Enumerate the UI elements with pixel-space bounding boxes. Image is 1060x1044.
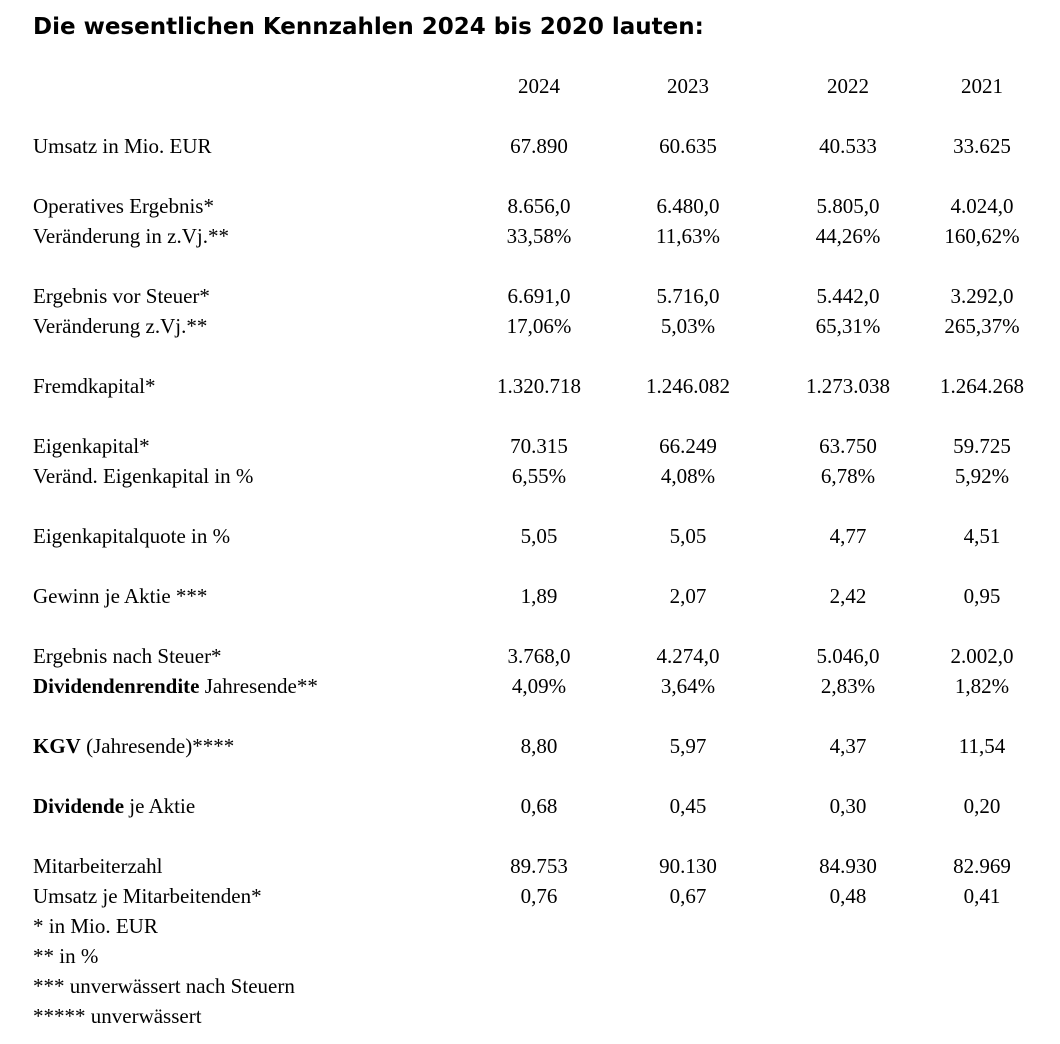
table-cell: 0,68 bbox=[520, 794, 558, 818]
table-cell: 5.805,0 bbox=[816, 194, 880, 218]
table-cell: 160,62% bbox=[944, 224, 1020, 248]
table-cell: 3.768,0 bbox=[507, 644, 571, 668]
table-cell: 6.691,0 bbox=[507, 284, 571, 308]
table-cell: 90.130 bbox=[659, 854, 717, 878]
row-label-rest: je Aktie bbox=[124, 794, 196, 818]
table-cell: 6,78% bbox=[820, 464, 876, 488]
year-header: 2021 bbox=[961, 74, 1003, 98]
table-cell: 70.315 bbox=[510, 434, 568, 458]
table-cell: 33,58% bbox=[506, 224, 572, 248]
table-cell: 3.292,0 bbox=[950, 284, 1014, 308]
table-cell: 4,09% bbox=[511, 674, 567, 698]
table-cell: 2.002,0 bbox=[950, 644, 1014, 668]
table-cell: 8.656,0 bbox=[507, 194, 571, 218]
table-cell: 4,08% bbox=[660, 464, 716, 488]
table-cell: 1.273.038 bbox=[806, 374, 890, 398]
table-cell: 265,37% bbox=[944, 314, 1020, 338]
table-cell: 4.274,0 bbox=[656, 644, 720, 668]
row-label: Gewinn je Aktie *** bbox=[33, 584, 208, 608]
table-cell: 84.930 bbox=[819, 854, 877, 878]
table-cell: 1,82% bbox=[954, 674, 1010, 698]
footnote: ***** unverwässert bbox=[33, 1004, 202, 1028]
table-cell: 82.969 bbox=[953, 854, 1011, 878]
year-header: 2024 bbox=[518, 74, 560, 98]
table-cell: 1,89 bbox=[520, 584, 558, 608]
table-cell: 4.024,0 bbox=[950, 194, 1014, 218]
table-cell: 66.249 bbox=[659, 434, 717, 458]
table-cell: 40.533 bbox=[819, 134, 877, 158]
row-label: Eigenkapitalquote in % bbox=[33, 524, 231, 548]
footnote: ** in % bbox=[33, 944, 99, 968]
row-label bbox=[33, 732, 234, 760]
table-cell: 2,07 bbox=[669, 584, 707, 608]
row-label: Umsatz in Mio. EUR bbox=[33, 134, 212, 158]
row-label bbox=[33, 792, 195, 820]
table-cell: 2,83% bbox=[820, 674, 876, 698]
row-label: Veränd. Eigenkapital in % bbox=[33, 464, 254, 488]
table-cell: 11,54 bbox=[958, 734, 1006, 758]
table-cell: 0,20 bbox=[963, 794, 1001, 818]
table-cell: 0,30 bbox=[829, 794, 867, 818]
table-cell: 0,48 bbox=[829, 884, 867, 908]
table-cell: 0,67 bbox=[669, 884, 707, 908]
year-header: 2022 bbox=[827, 74, 869, 98]
table-cell: 65,31% bbox=[815, 314, 881, 338]
table-cell: 5,03% bbox=[660, 314, 716, 338]
table-cell: 5.046,0 bbox=[816, 644, 880, 668]
table-cell: 6.480,0 bbox=[656, 194, 720, 218]
table-cell: 59.725 bbox=[953, 434, 1011, 458]
row-label: Ergebnis vor Steuer* bbox=[33, 284, 210, 308]
row-label: Fremdkapital* bbox=[33, 374, 156, 398]
table-cell: 5.716,0 bbox=[656, 284, 720, 308]
footnote: * in Mio. EUR bbox=[33, 914, 158, 938]
row-label: Mitarbeiterzahl bbox=[33, 854, 163, 878]
footnote: *** unverwässert nach Steuern bbox=[33, 974, 295, 998]
row-label: Eigenkapital* bbox=[33, 434, 150, 458]
table-cell: 6,55% bbox=[511, 464, 567, 488]
table-cell: 5,97 bbox=[669, 734, 707, 758]
row-label: Ergebnis nach Steuer* bbox=[33, 644, 222, 668]
table-cell: 60.635 bbox=[659, 134, 717, 158]
table-cell: 5,05 bbox=[520, 524, 558, 548]
table-cell: 0,41 bbox=[963, 884, 1001, 908]
row-label-rest: Jahresende** bbox=[199, 674, 318, 698]
table-cell: 0,76 bbox=[520, 884, 558, 908]
table-cell: 0,45 bbox=[669, 794, 707, 818]
table-cell: 4,37 bbox=[829, 734, 867, 758]
table-cell: 0,95 bbox=[963, 584, 1001, 608]
table-cell: 4,51 bbox=[963, 524, 1001, 548]
table-cell: 33.625 bbox=[953, 134, 1011, 158]
table-cell: 44,26% bbox=[815, 224, 881, 248]
table-cell: 89.753 bbox=[510, 854, 568, 878]
row-label-bold: Dividendenrendite bbox=[33, 674, 200, 698]
row-label: Veränderung in z.Vj.** bbox=[33, 224, 229, 248]
table-cell: 8,80 bbox=[520, 734, 558, 758]
table-cell: 1.320.718 bbox=[497, 374, 581, 398]
table-cell: 67.890 bbox=[510, 134, 568, 158]
row-label-bold: Dividende bbox=[33, 794, 125, 818]
year-header: 2023 bbox=[667, 74, 709, 98]
row-label: Veränderung z.Vj.** bbox=[33, 314, 208, 338]
table-cell: 3,64% bbox=[660, 674, 716, 698]
table-cell: 5.442,0 bbox=[816, 284, 880, 308]
table-cell: 17,06% bbox=[506, 314, 572, 338]
row-label-rest: (Jahresende)**** bbox=[80, 734, 235, 758]
row-label-bold: KGV bbox=[33, 734, 81, 758]
row-label bbox=[33, 672, 318, 700]
table-cell: 2,42 bbox=[829, 584, 867, 608]
table-cell: 1.246.082 bbox=[646, 374, 730, 398]
page-title: Die wesentlichen Kennzahlen 2024 bis 2020 lauten: bbox=[33, 14, 704, 40]
table-cell: 11,63% bbox=[656, 224, 720, 248]
row-label: Operatives Ergebnis* bbox=[33, 194, 214, 218]
table-cell: 5,92% bbox=[954, 464, 1010, 488]
table-cell: 5,05 bbox=[669, 524, 707, 548]
table-cell: 4,77 bbox=[829, 524, 867, 548]
row-label: Umsatz je Mitarbeitenden* bbox=[33, 884, 262, 908]
table-cell: 1.264.268 bbox=[940, 374, 1024, 398]
table-cell: 63.750 bbox=[819, 434, 877, 458]
